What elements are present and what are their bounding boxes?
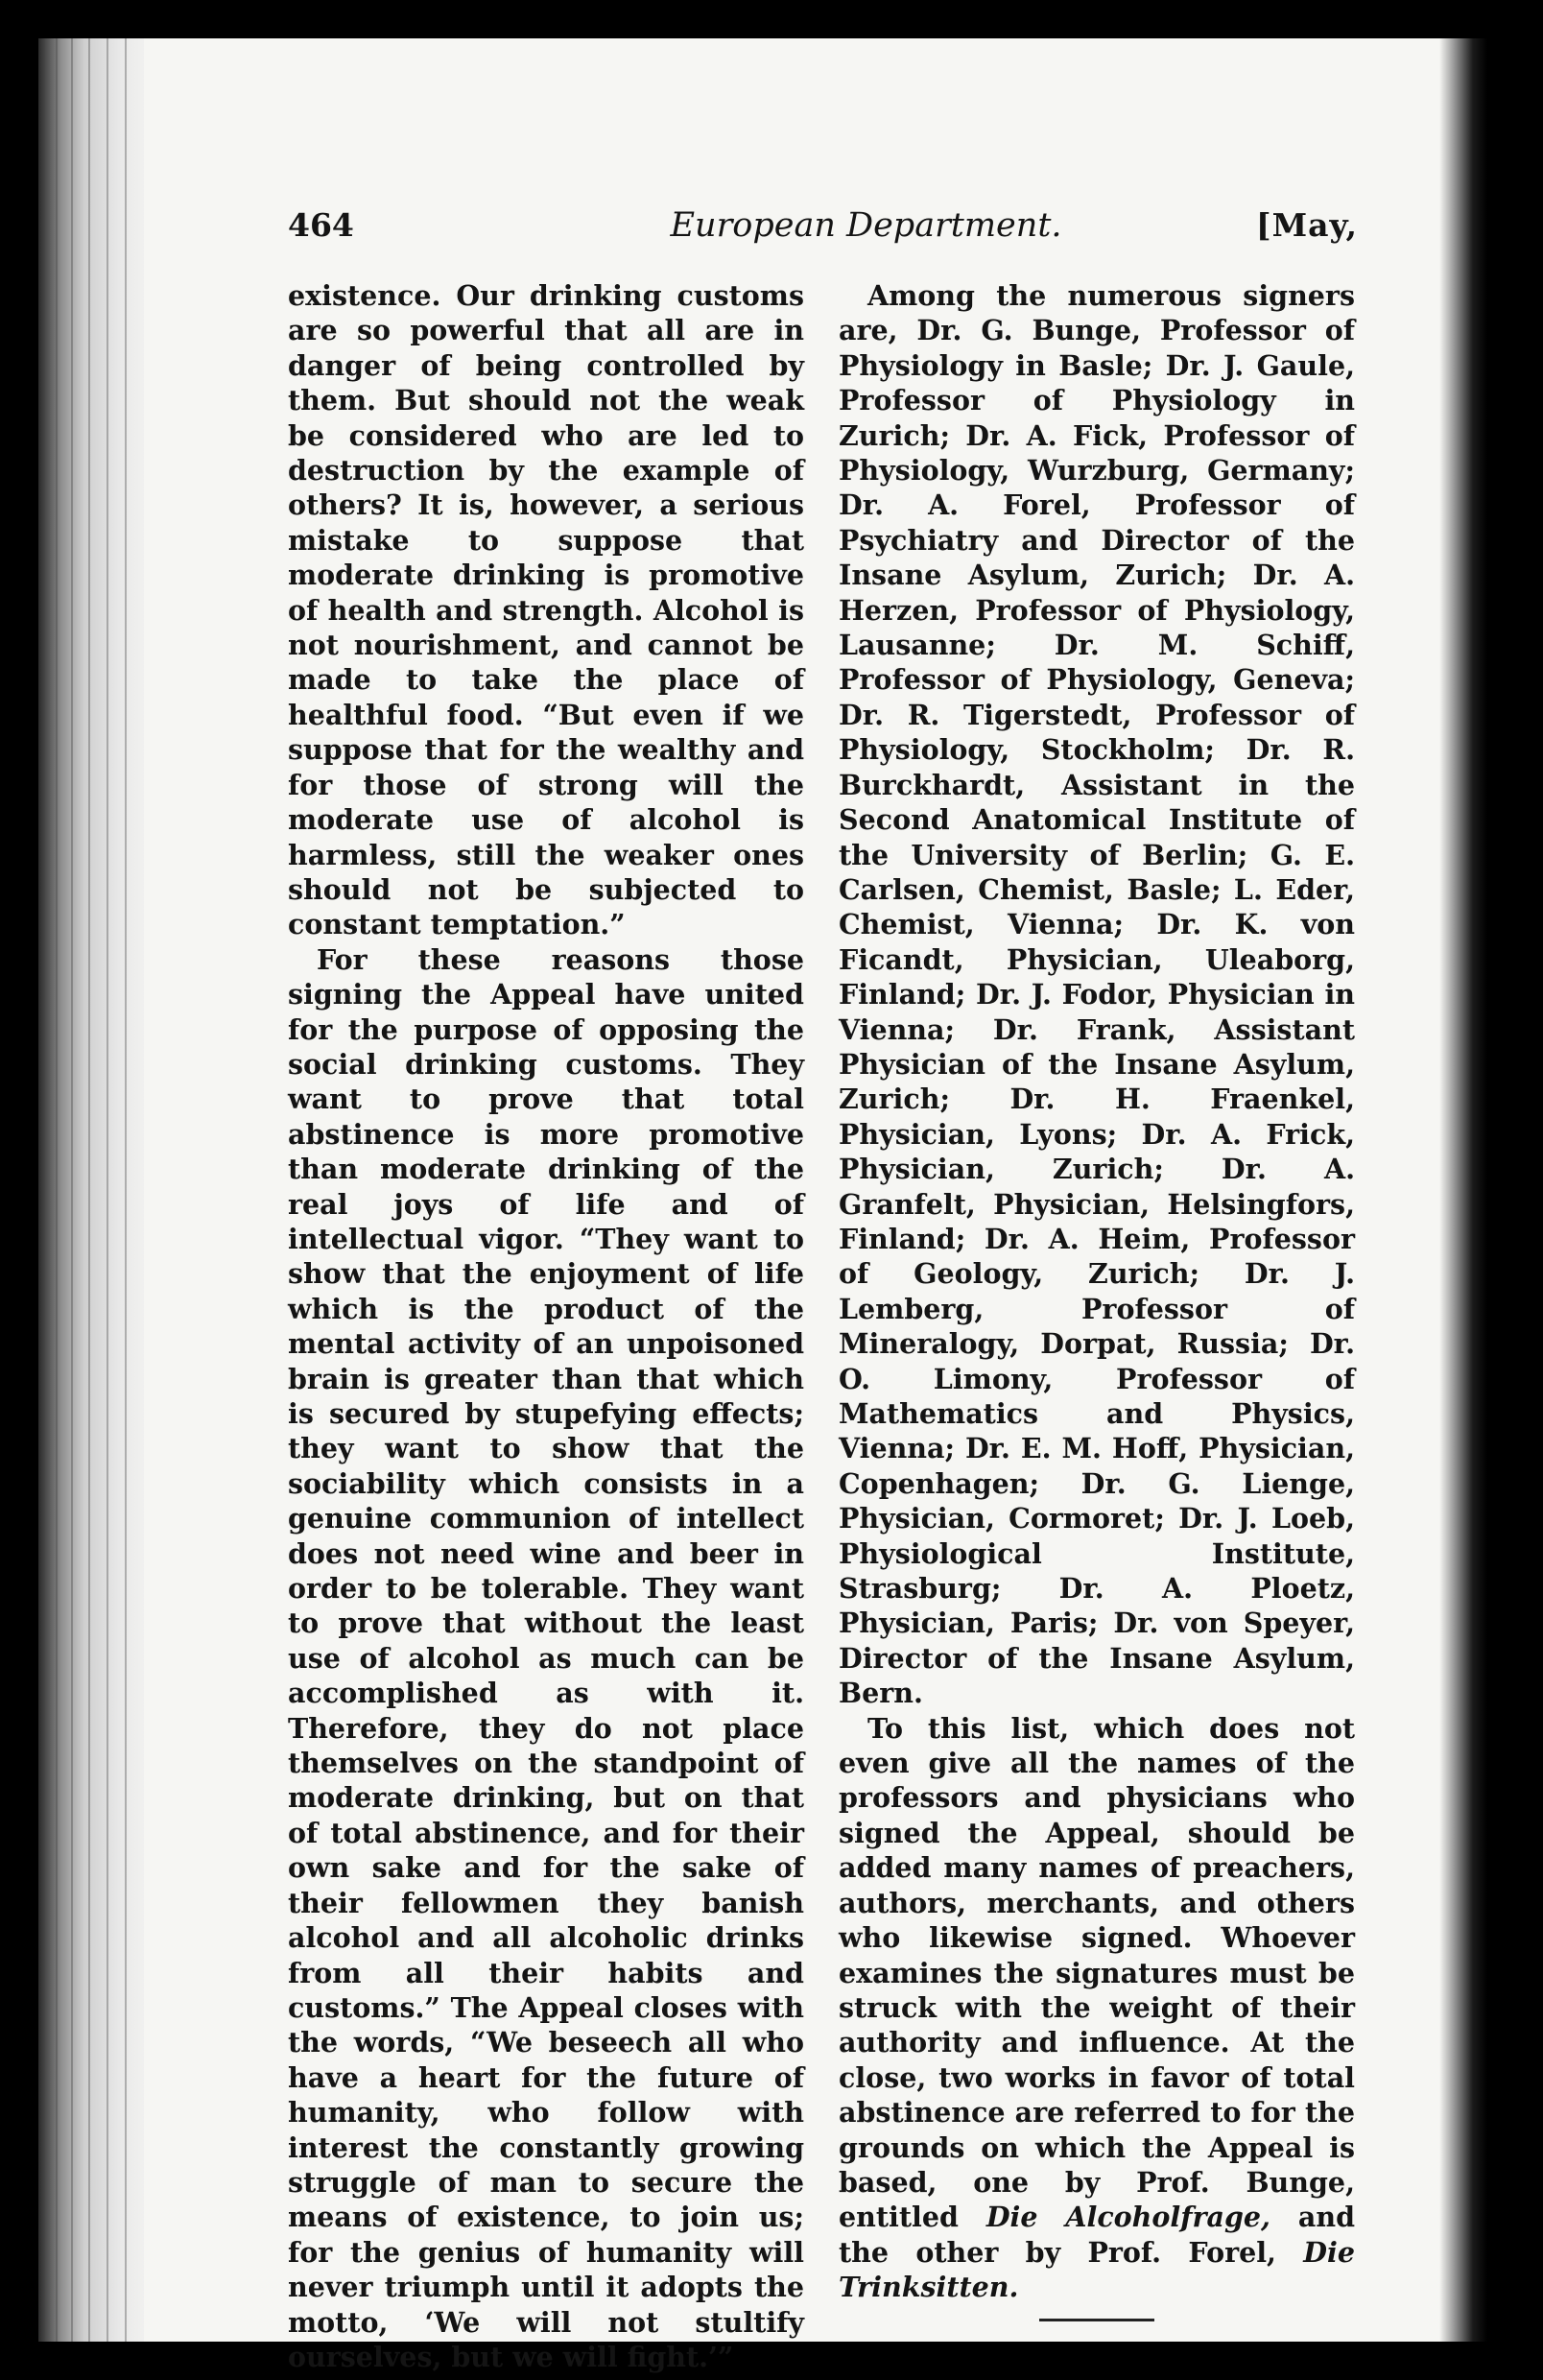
edge-streak [56, 38, 58, 2342]
closing-text-mid: and the other by Prof. Forel, [839, 2201, 1355, 2269]
page-number: 464 [288, 206, 354, 244]
closing-text: To this list, which does not even give all the names of the professors and physicians who signed the Appeal, should be added many names of preachers, authors, merchants, and others who likewise signed. Whoever examines the signatures must be struck with the weight of their authority and influence. At the close, two works in favor of total abstinence are referred to for the grounds on which the Appeal is based, one by Prof. Bunge, entitled [839, 1711, 1355, 2234]
edge-streak [71, 38, 73, 2342]
edge-streak [107, 38, 108, 2342]
running-head-month: [May, [1255, 206, 1358, 244]
work-title-forel: Die Trinksitten. [839, 2235, 1355, 2304]
right-column [839, 278, 1355, 2321]
gutter-shadow [1439, 38, 1487, 2342]
end-rule [1039, 2319, 1154, 2321]
work-title-bunge: Die Alcoholfrage, [985, 2201, 1270, 2234]
edge-streak [88, 38, 90, 2342]
signers-paragraph: Among the numerous signers are, Dr. G. Bunge, Professor of Physiology in Basle; Dr. J. Gaule, Professor of Physiology in Zurich; Dr. A. Fick, Professor of Physiology, Wurzburg, Germany; Dr. A. Forel, Professor of Psychiatry and Director of the Insane Asylum, Zurich; Dr. A. Herzen, Professor of Physiology, Lausanne; Dr. M. Schiff, Professor of Physiology, Geneva; Dr. R. Tigerstedt, Professor of Physiology, Stockholm; Dr. R. Burckhardt, Assistant in the Second Anatomical Institute of the University of Berlin; G. E. Carlsen, Chemist, Basle; L. Eder, Chemist, Vienna; Dr. K. von Ficandt, Physician, Uleaborg, Finland; Dr. J. Fodor, Physician in Vienna; Dr. Frank, Assistant Physician of the Insane Asylum, Zurich; Dr. H. Fraenkel, Physician, Lyons; Dr. A. Frick, Physician, Zurich; Dr. A. Granfelt, Physician, Helsingfors, Finland; Dr. A. Heim, Professor of Geology, Zurich; Dr. J. Lemberg, Professor of Mineralogy, Dorpat, Russia; Dr. O. Limony, Professor of Mathematics and Physics, Vienna; Dr. E. M. Hoff, Physician, Copenhagen; Dr. G. Lienge, Physician, Cormoret; Dr. J. Loeb, Physiological Institute, Strasburg; Dr. A. Ploetz, Physician, Paris; Dr. von Speyer, Director of the Insane Asylum, Bern. [839, 279, 1355, 1710]
running-head [288, 206, 1358, 254]
edge-streak [125, 38, 127, 2342]
paragraph: For these reasons those signing the Appeal have united for the purpose of opposing the social drinking customs. They want to prove that total abstinence is more promotive than moderate drinking of the real joys of life and of intellectual vigor. “They want to show that the enjoyment of life which is the product of the mental activity of an unpoisoned brain is greater than that which is secured by stupefying effects; they want to show that the sociability which consists in a genuine communion of intellect does not need wine and beer in order to be tolerable. They want to prove that without the least use of alcohol as much can be accomplished as with it. Therefore, they do not place themselves on the standpoint of moderate drinking, but on that of total abstinence, and for their own sake and for the sake of their fellowmen they banish alcohol and all alcoholic drinks from all their habits and customs.” The Appeal closes with the words, “We beseech all who have a heart for the future of humanity, who follow with interest the constantly growing struggle of man to secure the means of existence, to join us; for the genius of humanity will never triumph until it adopts the motto, ‘We will not stultify ourselves, but we will fight.’” [288, 942, 804, 2373]
left-column [288, 278, 804, 2374]
paragraph: existence. Our drinking customs are so powerful that all are in danger of being controlled by them. But should not the weak be considered who are led to destruction by the example of others? It is, however, a serious mistake to suppose that moderate drinking is promotive of health and strength. Alcohol is not nourishment, and cannot be made to take the place of healthful food. “But even if we suppose that for the wealthy and for those of strong will the moderate use of alcohol is harmless, still the weaker ones should not be subjected to constant temptation.” [288, 279, 804, 941]
book-page-edge [38, 38, 154, 2342]
section-title: European Department. [670, 206, 1062, 245]
closing-paragraph [839, 1711, 1355, 2305]
